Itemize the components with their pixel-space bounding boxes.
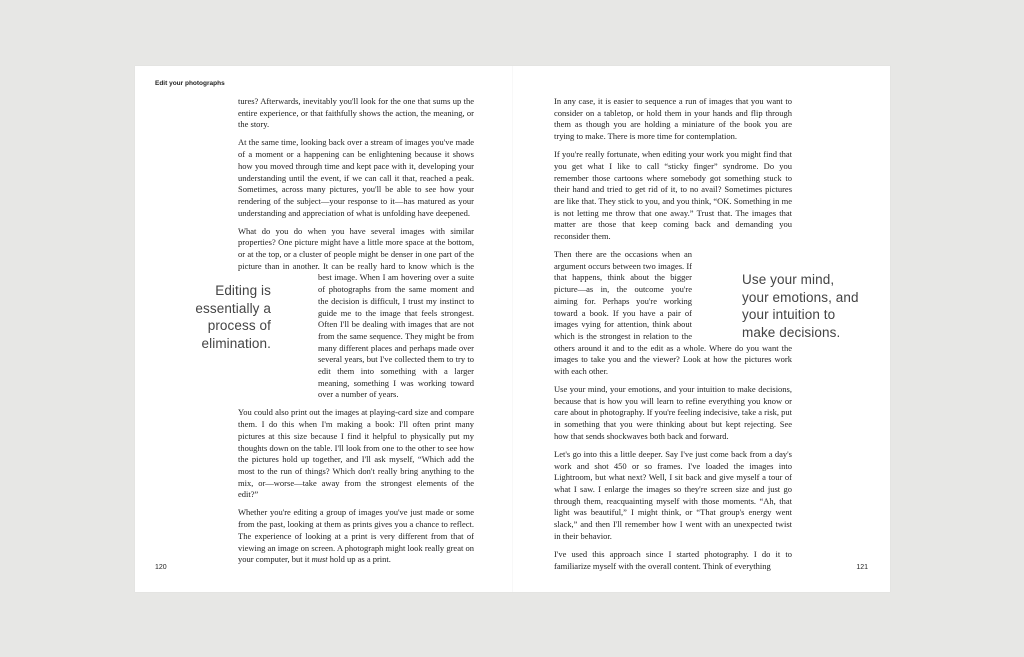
left-paragraph-5 <box>238 507 474 566</box>
left-paragraph-1: tures? Afterwards, inevitably you'll look for the one that sums up the entire experience, or that faithfully shows the action, the meaning, or the story. <box>238 96 474 130</box>
book-spread <box>135 66 890 592</box>
page-number-left: 120 <box>155 564 167 571</box>
right-paragraph-1: In any case, it is easier to sequence a run of images that you want to consider on a tabletop, or hold them in your hands and flip through them as though you are holding a miniature of the book you are trying to make. There is more time for contemplation. <box>554 96 792 142</box>
pullquote-left: Editing is essentially a process of elimination. <box>195 283 271 351</box>
right-paragraph-5: Let's go into this a little deeper. Say I've just come back from a day's work and shot 450 or so frames. I've loaded the images into Lightroom, but what next? Well, I sit back and give myself a tour of what I saw. I enlarge the images so they're screen size and just go through them, reacquainting myself with those moments. “Ah, that light was beautiful,” I might think, or “That group's energy went slack,” and then I'll remember how I went with an unexpected twist in their behavior. <box>554 448 792 541</box>
left-paragraph-3a: What do you do when you have several images with similar properties? One picture might have a little more space at the bottom, or at the top, or a cluster of people might be denser in one part of the picture than in another. It can be really hard to know which <box>238 225 474 271</box>
left-paragraph-3 <box>238 226 474 402</box>
left-page-text <box>238 96 474 572</box>
emphasis-must: must <box>311 554 328 565</box>
left-paragraph-5a: Whether you're editing a group of images you've just made or some from the past, looking at them as prints gives you a chance to reflect. The experience of looking at a print is very different from that of viewing an image on screen. A photograph might look really great on your computer, but it <box>238 507 474 565</box>
left-paragraph-4: You could also print out the images at playing-card size and compare them. I do this when I'm making a book: I'll often print many pictures at this size because I find it helpful to physically put my thoughts down on the table. I'll look from one to the other to see how the pictures hold up together, and I'll ask myself, “Which add the most to the run of things? Which don't really bring anything to the mix, or—worse—take away from the strongest elements of the edit?” <box>238 407 474 500</box>
left-paragraph-3b: is the best image. When I am hovering over a suite of photographs from the same moment and the decision is difficult, I trust my instinct to guide me to the image that feels strongest. Often I'll be dealing with images that are not from the same sequence. They might be from many different places and perhaps made over several years, but I've collected them to try to edit them into something with a larger meaning, something I was working toward over a number of years. <box>318 260 474 400</box>
left-paragraph-5b: hold up as a print. <box>327 554 391 565</box>
right-paragraph-4: Use your mind, your emotions, and your intuition to make decisions, because that is how you will learn to refine everything you know or care about in photography. If you're feeling indecisive, take a risk, put in something that you were thinking about but kept rejecting. See how that sends shockwaves both back and forward. <box>554 384 792 441</box>
page-number-right: 121 <box>856 564 868 571</box>
right-paragraph-2: If you're really fortunate, when editing your work you might find that you get what I like to call “sticky finger” syndrome. Do you remember those cartoons where somebody got something stuck to their hand and tried to get rid of it, to no avail? Sometimes pictures are like that. They stick to you, and you think, “OK. Something in me is not letting me throw that one away.” Trust that. The images that matter are those that keep coming back and demanding you reconsider them. <box>554 149 792 242</box>
book-gutter <box>512 66 513 592</box>
left-paragraph-2: At the same time, looking back over a stream of images you've made of a moment or a happening can be enlightening because it shows how you moved through time and kept pace with it, developing your understanding until the event, if we can call it that, reached a peak. Sometimes, across many pictures, you'll be able to see how your rendering of the subject—your response to it—has matured as your understanding and appreciation of what is unfolding have deepened. <box>238 137 474 218</box>
pullquote-right: Use your mind, your emotions, and your intuition to make decisions. <box>742 272 859 340</box>
right-paragraph-3-text: Then there are the occasions when an argument occurs between two images. If that happens, think about the bigger picture—as in, the outcome you're aiming for. Perhaps you're working toward a book. If you have a pair of images vying for attention, think about which is the strongest in relation to the others around it and to the edit as a whole. Where do you want the images to take you and the viewer? Look at how the pictures work with each other. <box>554 249 792 377</box>
right-paragraph-6: I've used this approach since I started photography. I do it to familiarize myself with the overall content. Think of everything <box>554 548 792 571</box>
running-head: Edit your photographs <box>155 80 225 87</box>
